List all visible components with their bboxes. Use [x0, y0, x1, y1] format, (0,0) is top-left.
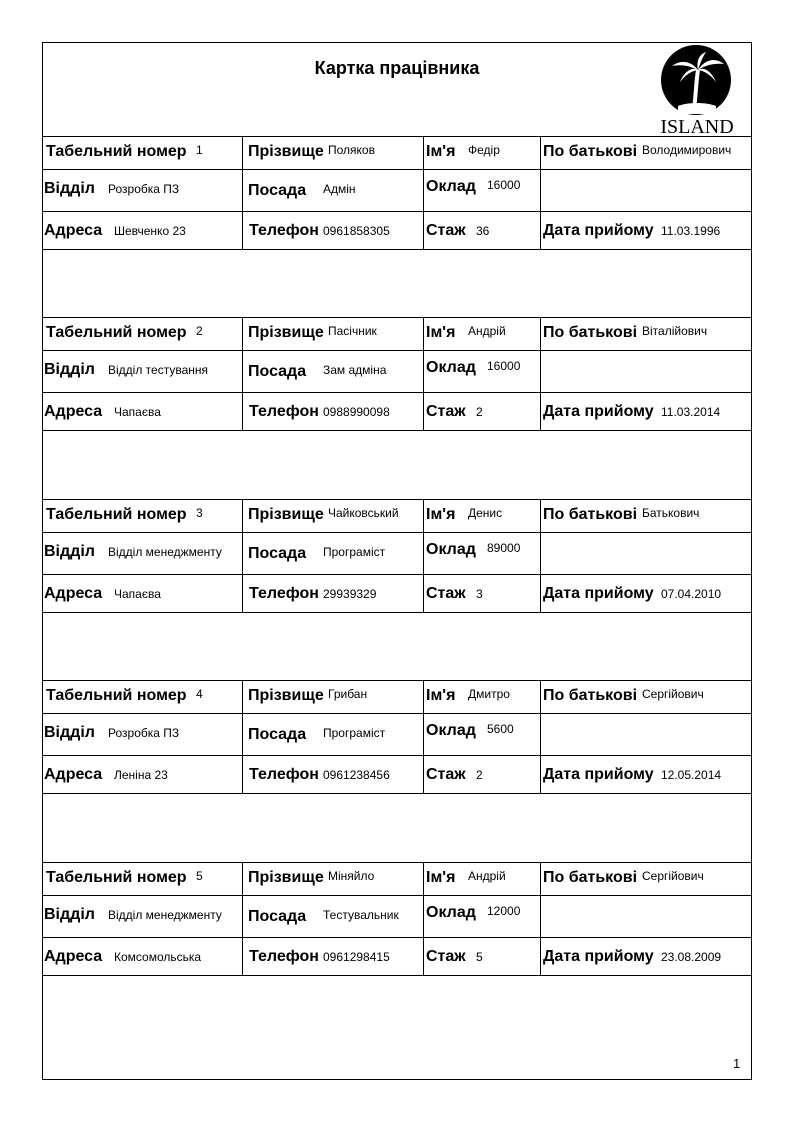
field-value-tab-number: 4: [196, 687, 203, 701]
card-cell: [242, 756, 424, 793]
card-cell: [42, 318, 242, 350]
field-value-surname: Поляков: [328, 143, 375, 157]
card-cell: [540, 170, 753, 211]
field-label-tab-number: Табельний номер: [46, 324, 187, 341]
field-value-surname: Пасічник: [328, 324, 377, 338]
field-label-hire-date: Дата прийому: [543, 585, 654, 602]
field-value-tab-number: 1: [196, 143, 203, 157]
card-cell: [423, 500, 541, 532]
card-cell: [540, 714, 753, 755]
card-cell: [42, 938, 242, 975]
field-label-salary: Оклад: [426, 541, 476, 558]
card-cell: [540, 533, 753, 574]
field-value-patronymic: Батькович: [642, 506, 700, 520]
card-cell: [42, 393, 242, 430]
card-cell: [423, 137, 541, 169]
field-value-phone: 0961298415: [323, 950, 390, 964]
field-value-phone: 0988990098: [323, 405, 390, 419]
field-label-name: Ім'я: [426, 687, 456, 704]
logo-text: ISLAND: [660, 116, 734, 136]
card-cell: [42, 896, 242, 937]
field-label-tab-number: Табельний номер: [46, 506, 187, 523]
field-label-position: Посада: [248, 545, 307, 562]
field-value-surname: Міняйло: [328, 869, 375, 883]
field-label-name: Ім'я: [426, 869, 456, 886]
field-value-surname: Чайковський: [328, 506, 399, 520]
field-value-address: Шевченко 23: [114, 224, 186, 238]
field-value-department: Відділ тестування: [108, 363, 209, 377]
card-cell: [242, 500, 424, 532]
card-cell: [540, 938, 753, 975]
field-value-tab-number: 3: [196, 506, 203, 520]
field-label-tab-number: Табельний номер: [46, 869, 187, 886]
field-label-hire-date: Дата прийому: [543, 222, 654, 239]
field-value-tab-number: 5: [196, 869, 203, 883]
card-cell: [423, 575, 541, 612]
field-label-address: Адреса: [44, 403, 103, 420]
field-label-address: Адреса: [44, 585, 103, 602]
card-cell: [242, 137, 424, 169]
field-value-address: Чапаєва: [114, 405, 161, 419]
field-value-department: Розробка ПЗ: [108, 182, 180, 196]
field-label-salary: Оклад: [426, 722, 476, 739]
card-cell: [540, 500, 753, 532]
field-label-hire-date: Дата прийому: [543, 403, 654, 420]
card-row: [42, 317, 752, 351]
card-row: [42, 136, 752, 170]
card-cell: [242, 938, 424, 975]
card-cell: [423, 170, 541, 211]
field-value-phone: 0961858305: [323, 224, 390, 238]
card-cell: [42, 500, 242, 532]
field-value-experience: 2: [476, 405, 483, 419]
card-cell: [423, 681, 541, 713]
field-value-tab-number: 2: [196, 324, 203, 338]
card-cell: [423, 351, 541, 392]
card-cell: [242, 170, 424, 211]
field-value-department: Відділ менеджменту: [108, 545, 222, 559]
field-label-department: Відділ: [44, 361, 95, 378]
card-row: [42, 351, 752, 393]
field-label-department: Відділ: [44, 724, 95, 741]
card-cell: [423, 212, 541, 249]
field-value-patronymic: Володимирович: [642, 143, 732, 157]
field-label-phone: Телефон: [249, 766, 319, 783]
card-cell: [242, 393, 424, 430]
card-cell: [540, 896, 753, 937]
field-label-surname: Прізвище: [248, 687, 324, 704]
field-label-surname: Прізвище: [248, 506, 324, 523]
field-label-salary: Оклад: [426, 178, 476, 195]
card-cell: [540, 351, 753, 392]
field-label-patronymic: По батькові: [543, 687, 638, 704]
card-row: [42, 714, 752, 756]
card-cell: [540, 863, 753, 895]
card-row: [42, 575, 752, 613]
card-cell: [42, 533, 242, 574]
card-cell: [242, 318, 424, 350]
field-label-department: Відділ: [44, 906, 95, 923]
field-label-experience: Стаж: [426, 222, 466, 239]
card-row: [42, 680, 752, 714]
card-row: [42, 212, 752, 250]
field-label-name: Ім'я: [426, 143, 456, 160]
card-cell: [540, 393, 753, 430]
card-cell: [540, 137, 753, 169]
field-value-experience: 5: [476, 950, 483, 964]
field-value-surname: Грибан: [328, 687, 368, 701]
card-cell: [42, 170, 242, 211]
field-value-name: Андрій: [468, 324, 506, 338]
field-value-position: Адмін: [323, 182, 356, 196]
card-cell: [242, 681, 424, 713]
field-value-phone: 29939329: [323, 587, 377, 601]
card-cell: [242, 714, 424, 755]
field-value-experience: 3: [476, 587, 483, 601]
card-cell: [423, 896, 541, 937]
card-cell: [540, 681, 753, 713]
card-row: [42, 862, 752, 896]
field-value-position: Програміст: [323, 545, 386, 559]
field-value-address: Леніна 23: [114, 768, 168, 782]
report-title: Картка працівника: [314, 58, 480, 78]
field-label-experience: Стаж: [426, 585, 466, 602]
field-value-patronymic: Сергійович: [642, 687, 704, 701]
field-label-salary: Оклад: [426, 359, 476, 376]
field-label-department: Відділ: [44, 543, 95, 560]
field-label-phone: Телефон: [249, 585, 319, 602]
card-cell: [42, 714, 242, 755]
card-cell: [242, 896, 424, 937]
field-label-position: Посада: [248, 363, 307, 380]
card-row: [42, 938, 752, 976]
field-value-department: Розробка ПЗ: [108, 726, 180, 740]
field-label-address: Адреса: [44, 222, 103, 239]
field-value-address: Чапаєва: [114, 587, 161, 601]
card-cell: [242, 212, 424, 249]
field-value-position: Зам адміна: [323, 363, 387, 377]
island-logo: [658, 44, 736, 136]
field-label-phone: Телефон: [249, 222, 319, 239]
field-label-experience: Стаж: [426, 948, 466, 965]
field-label-experience: Стаж: [426, 403, 466, 420]
field-value-experience: 2: [476, 768, 483, 782]
field-label-name: Ім'я: [426, 324, 456, 341]
field-value-hire-date: 12.05.2014: [661, 768, 722, 782]
card-cell: [42, 756, 242, 793]
field-value-name: Федір: [468, 143, 500, 157]
field-value-phone: 0961238456: [323, 768, 390, 782]
card-cell: [42, 351, 242, 392]
card-cell: [423, 533, 541, 574]
field-value-salary: 5600: [487, 722, 514, 736]
card-cell: [423, 714, 541, 755]
field-value-salary: 12000: [487, 904, 521, 918]
field-value-patronymic: Віталійович: [642, 324, 708, 338]
card-cell: [242, 351, 424, 392]
field-value-salary: 89000: [487, 541, 521, 555]
card-cell: [423, 756, 541, 793]
field-label-surname: Прізвище: [248, 869, 324, 886]
field-label-tab-number: Табельний номер: [46, 143, 187, 160]
field-label-patronymic: По батькові: [543, 324, 638, 341]
card-cell: [540, 212, 753, 249]
field-label-tab-number: Табельний номер: [46, 687, 187, 704]
field-value-position: Програміст: [323, 726, 386, 740]
card-cell: [423, 318, 541, 350]
field-value-hire-date: 23.08.2009: [661, 950, 722, 964]
field-value-address: Комсомольська: [114, 950, 202, 964]
card-cell: [42, 212, 242, 249]
field-label-address: Адреса: [44, 948, 103, 965]
card-cell: [242, 533, 424, 574]
field-value-name: Андрій: [468, 869, 506, 883]
field-label-patronymic: По батькові: [543, 143, 638, 160]
card-row: [42, 896, 752, 938]
card-row: [42, 170, 752, 212]
card-row: [42, 393, 752, 431]
card-cell: [423, 863, 541, 895]
card-cell: [423, 393, 541, 430]
field-label-hire-date: Дата прийому: [543, 766, 654, 783]
field-value-position: Тестувальник: [323, 908, 399, 922]
field-label-surname: Прізвище: [248, 324, 324, 341]
card-row: [42, 499, 752, 533]
card-row: [42, 756, 752, 794]
card-cell: [540, 575, 753, 612]
field-label-position: Посада: [248, 908, 307, 925]
field-label-position: Посада: [248, 726, 307, 743]
field-label-hire-date: Дата прийому: [543, 948, 654, 965]
field-label-phone: Телефон: [249, 403, 319, 420]
field-value-salary: 16000: [487, 178, 521, 192]
field-value-name: Дмитро: [468, 687, 510, 701]
field-label-patronymic: По батькові: [543, 506, 638, 523]
card-cell: [242, 575, 424, 612]
field-label-phone: Телефон: [249, 948, 319, 965]
page-number: 1: [733, 1056, 741, 1071]
card-cell: [42, 681, 242, 713]
field-value-hire-date: 11.03.2014: [661, 405, 721, 419]
field-value-salary: 16000: [487, 359, 521, 373]
field-label-department: Відділ: [44, 180, 95, 197]
field-label-name: Ім'я: [426, 506, 456, 523]
field-value-hire-date: 11.03.1996: [661, 224, 721, 238]
card-cell: [242, 863, 424, 895]
card-cell: [540, 756, 753, 793]
card-cell: [540, 318, 753, 350]
field-label-experience: Стаж: [426, 766, 466, 783]
field-value-department: Відділ менеджменту: [108, 908, 222, 922]
field-value-patronymic: Сергійович: [642, 869, 704, 883]
field-value-experience: 36: [476, 224, 490, 238]
field-label-address: Адреса: [44, 766, 103, 783]
field-label-patronymic: По батькові: [543, 869, 638, 886]
card-cell: [42, 575, 242, 612]
field-label-position: Посада: [248, 182, 307, 199]
field-value-hire-date: 07.04.2010: [661, 587, 722, 601]
card-row: [42, 533, 752, 575]
field-value-name: Денис: [468, 506, 503, 520]
card-cell: [423, 938, 541, 975]
field-label-salary: Оклад: [426, 904, 476, 921]
card-cell: [42, 863, 242, 895]
field-label-surname: Прізвище: [248, 143, 324, 160]
card-cell: [42, 137, 242, 169]
